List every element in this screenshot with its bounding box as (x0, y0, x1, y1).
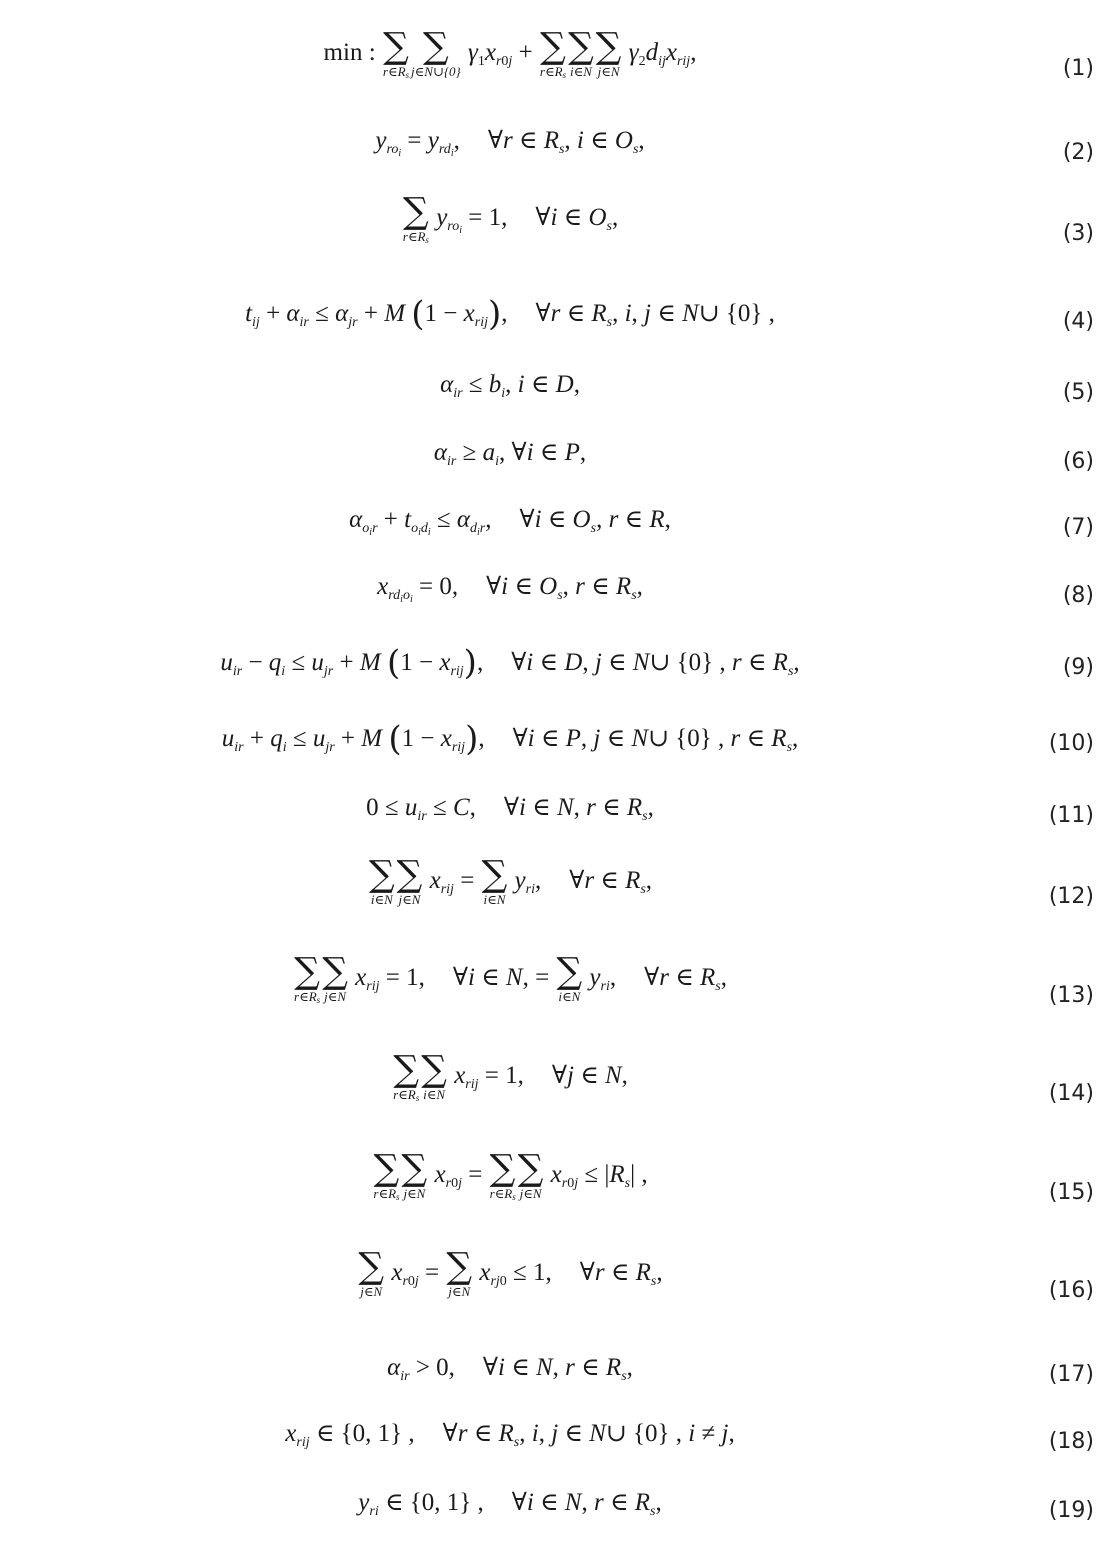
sum-symbol: ∑ j∈N∪{0} (411, 26, 461, 79)
equation-5: $\alpha_{ir} \le b_i$, i ∈ D, (440, 371, 580, 401)
equation-number: (2) (1062, 140, 1094, 165)
equation-number: (19) (1048, 1498, 1094, 1523)
equation-number: (17) (1048, 1362, 1094, 1387)
sum-symbol: ∑ $r\in R_s$ (402, 191, 429, 245)
equation-number: (7) (1062, 515, 1094, 540)
equation-number: (15) (1048, 1180, 1094, 1205)
equation-19: $y_{ri}$ ∈ {0, 1} , ∀i ∈ N, r ∈ $R_s$, (358, 1489, 662, 1519)
equation-13: ∑ $r\in R_s$ ∑ j∈N $x_{rij} = 1$, ∀i ∈ N, = ∑ i∈N $y_{ri}$, ∀r ∈ $R_s$, (294, 951, 727, 1005)
equation-11: $0 \le u_{ir} \le C$, ∀i ∈ N, r ∈ $R_s$, (366, 794, 654, 824)
sum-symbol: ∑ j∈N (517, 1148, 544, 1201)
sum-symbol: ∑ j∈N (595, 26, 622, 79)
equation-number: (1) (1062, 56, 1094, 81)
equation-2: $y_{ro_i} = y_{rd_i}$, ∀r ∈ $R_s$, i ∈ $O_s$, (375, 127, 645, 159)
equation-18: $x_{rij}$ ∈ {0, 1} , ∀r ∈ $R_s$, i, j ∈ N∪ {0} , i ≠ j, (285, 1420, 735, 1450)
sum-symbol: ∑ $r\in R_s$ (539, 26, 567, 80)
equation-number: (10) (1048, 731, 1094, 756)
equation-14: ∑ $r\in R_s$ ∑ i∈N $x_{rij} = 1$, ∀j ∈ N, (393, 1049, 628, 1103)
equation-number: (16) (1048, 1278, 1094, 1303)
equation-12: ∑ i∈N ∑ j∈N $x_{rij}$ = ∑ i∈N $y_{ri}$, ∀r ∈ $R_s$, (368, 854, 653, 907)
sum-symbol: ∑ $r\in R_s$ (393, 1049, 420, 1103)
equation-number: (13) (1048, 983, 1094, 1008)
equation-4: $t_{ij} + \alpha_{ir} \le \alpha_{jr} + M$ $(1 - x_{rij})$, ∀r ∈ $R_s$, i, j ∈ N∪ {0} , (245, 294, 775, 334)
sum-symbol: ∑ i∈N (556, 951, 583, 1004)
equation-number: (18) (1048, 1429, 1094, 1454)
equation-number: (4) (1062, 309, 1094, 334)
equation-number: (9) (1062, 655, 1094, 680)
equation-number: (6) (1062, 449, 1094, 474)
sum-symbol: ∑ $r\in R_s$ (489, 1148, 516, 1202)
min-operator: min (323, 39, 363, 67)
sum-symbol: ∑ j∈N (401, 1148, 428, 1201)
sum-symbol: ∑ j∈N (358, 1246, 385, 1299)
equation-17: $\alpha_{ir} > 0$, ∀i ∈ N, r ∈ $R_s$, (387, 1354, 633, 1384)
equation-15: ∑ $r\in R_s$ ∑ j∈N $x_{r0j}$ = ∑ $r\in R_s$ ∑ j∈N $x_{r0j} \le |R_s|$ , (373, 1148, 648, 1202)
sum-symbol: ∑ i∈N (568, 26, 594, 79)
equation-7: $\alpha_{o_ir} + t_{o_id_i} \le \alpha_{d_ir}$, ∀i ∈ $O_s$, r ∈ R, (349, 506, 671, 538)
equation-10: $u_{ir} + q_i \le u_{jr} + M$ $(1 - x_{rij})$, ∀i ∈ P, j ∈ N∪ {0} , r ∈ $R_s$, (221, 719, 799, 759)
sum-symbol: ∑ i∈N (481, 854, 508, 907)
equation-number: (11) (1048, 803, 1094, 828)
sum-symbol: ∑ i∈N (368, 854, 395, 907)
sum-symbol: ∑ $r\in R_s$ (373, 1148, 400, 1202)
equation-number: (3) (1062, 221, 1094, 246)
equation-number: (14) (1048, 1081, 1094, 1106)
equation-number: (5) (1062, 380, 1094, 405)
objective-function: min : ∑ $r\in R_s$ ∑ j∈N∪{0} $\gamma_1x_{r0j}$ + ∑ $r\in R_s$ ∑ i∈N ∑ j∈N $\gamma_2d_{ij}x_{rij}$, (323, 26, 697, 80)
equation-16: ∑ j∈N $x_{r0j}$ = ∑ j∈N $x_{rj0} \le 1$, ∀r ∈ $R_s$, (358, 1246, 663, 1299)
equation-8: $x_{rd_io_i} = 0$, ∀i ∈ $O_s$, r ∈ $R_s$, (377, 573, 643, 605)
equation-6: $\alpha_{ir} \ge a_i$, ∀i ∈ P, (433, 439, 587, 469)
sum-symbol: ∑ i∈N (421, 1049, 447, 1102)
sum-symbol: ∑ j∈N (396, 854, 423, 907)
sum-symbol: ∑ $r\in R_s$ (382, 26, 410, 80)
sum-symbol: ∑ j∈N (446, 1246, 473, 1299)
equation-9: $u_{ir} - q_i \le u_{jr} + M$ $(1 - x_{rij})$, ∀i ∈ D, j ∈ N∪ {0} , r ∈ $R_s$, (220, 643, 800, 683)
equation-number: (12) (1048, 884, 1094, 909)
sum-symbol: ∑ $r\in R_s$ (294, 951, 321, 1005)
sum-symbol: ∑ j∈N (322, 951, 348, 1004)
equation-number: (8) (1062, 583, 1094, 608)
equation-3: ∑ $r\in R_s$ $y_{ro_i} = 1$, ∀i ∈ $O_s$, (402, 191, 619, 245)
